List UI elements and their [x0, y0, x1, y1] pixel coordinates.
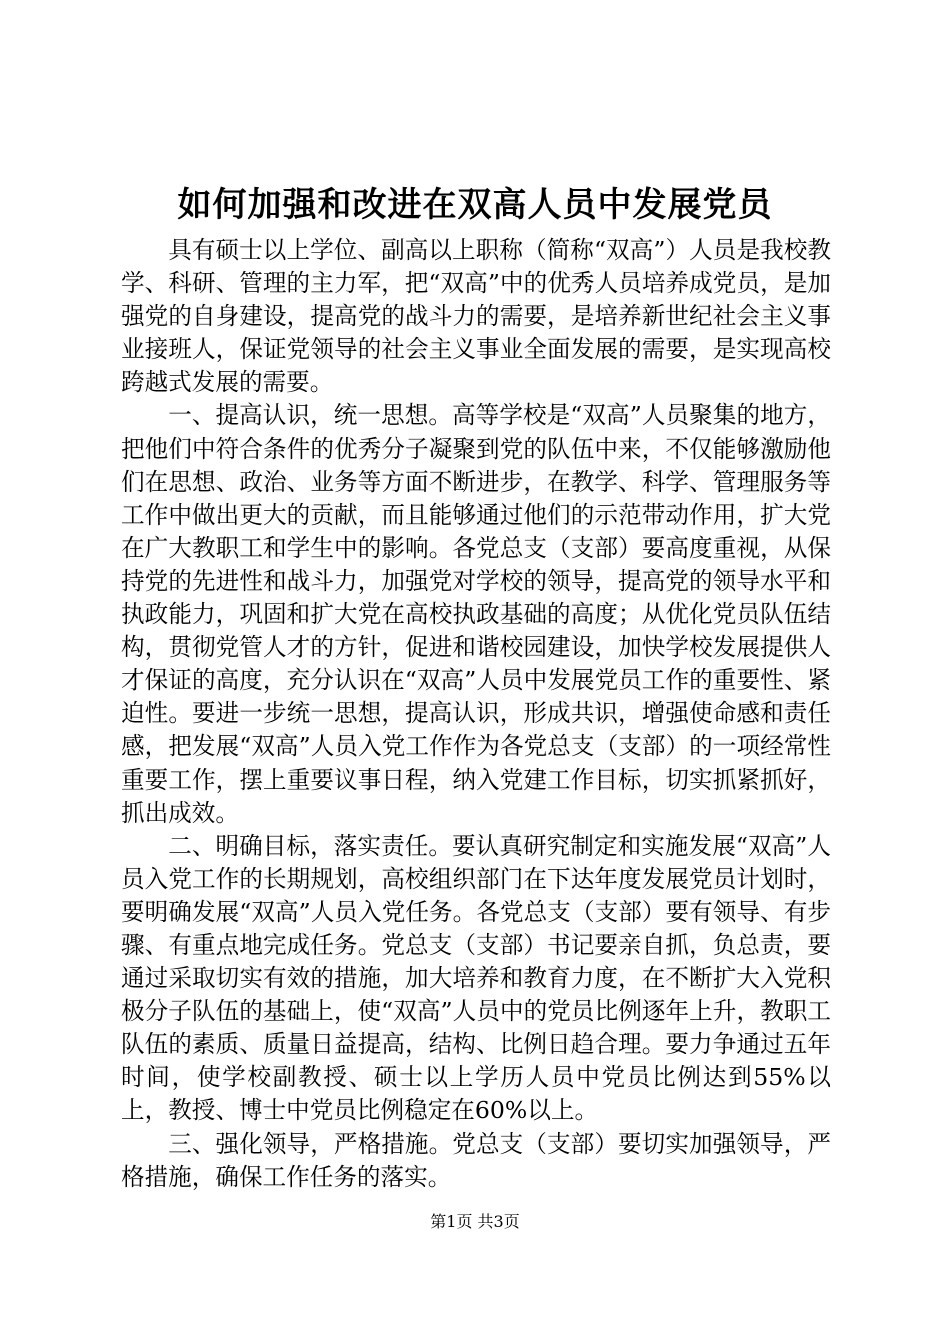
document-body: [121, 234, 831, 1194]
paragraph-intro: 具有硕士以上学位、副高以上职称（简称“双高”）人员是我校教学、科研、管理的主力军，把“双高”中的优秀人员培养成党员，是加强党的自身建设，提高党的战斗力的需要，是培养新世纪社会主义事业接班人，保证党领导的社会主义事业全面发展的需要，是实现高校跨越式发展的需要。: [121, 236, 831, 397]
paragraph-section-3: 三、强化领导，严格措施。党总支（支部）要切实加强领导，严格措施，确保工作任务的落实。: [121, 1129, 831, 1191]
paragraph-section-2: 二、明确目标，落实责任。要认真研究制定和实施发展“双高”人员入党工作的长期规划，高校组织部门在下达年度发展党员计划时，要明确发展“双高”人员入党任务。各党总支（支部）要有领导、有步骤、有重点地完成任务。党总支（支部）书记要亲自抓，负总责，要通过采取切实有效的措施，加大培养和教育力度，在不断扩大入党积极分子队伍的基础上，使“双高”人员中的党员比例逐年上升，教职工队伍的素质、质量日益提高，结构、比例日趋合理。要力争通过五年时间，使学校副教授、硕士以上学历人员中党员比例达到55%以上，教授、博士中党员比例稳定在60%以上。: [121, 831, 831, 1125]
page-footer: 第1页 共3页: [430, 1212, 520, 1231]
paragraph-section-1: 一、提高认识，统一思想。高等学校是“双高”人员聚集的地方，把他们中符合条件的优秀分子凝聚到党的队伍中来，不仅能够激励他们在思想、政治、业务等方面不断进步，在教学、科学、管理服务等工作中做出更大的贡献，而且能够通过他们的示范带动作用，扩大党在广大教职工和学生中的影响。各党总支（支部）要高度重视，从保持党的先进性和战斗力，加强党对学校的领导，提高党的领导水平和执政能力，巩固和扩大党在高校执政基础的高度；从优化党员队伍结构，贯彻党管人才的方针，促进和谐校园建设，加快学校发展提供人才保证的高度，充分认识在“双高”人员中发展党员工作的重要性、紧迫性。要进一步统一思想，提高认识，形成共识，增强使命感和责任感，把发展“双高”人员入党工作作为各党总支（支部）的一项经常性重要工作，摆上重要议事日程，纳入党建工作目标，切实抓紧抓好，抓出成效。: [121, 401, 831, 827]
document-title: 如何加强和改进在双高人员中发展党员: [177, 185, 773, 225]
